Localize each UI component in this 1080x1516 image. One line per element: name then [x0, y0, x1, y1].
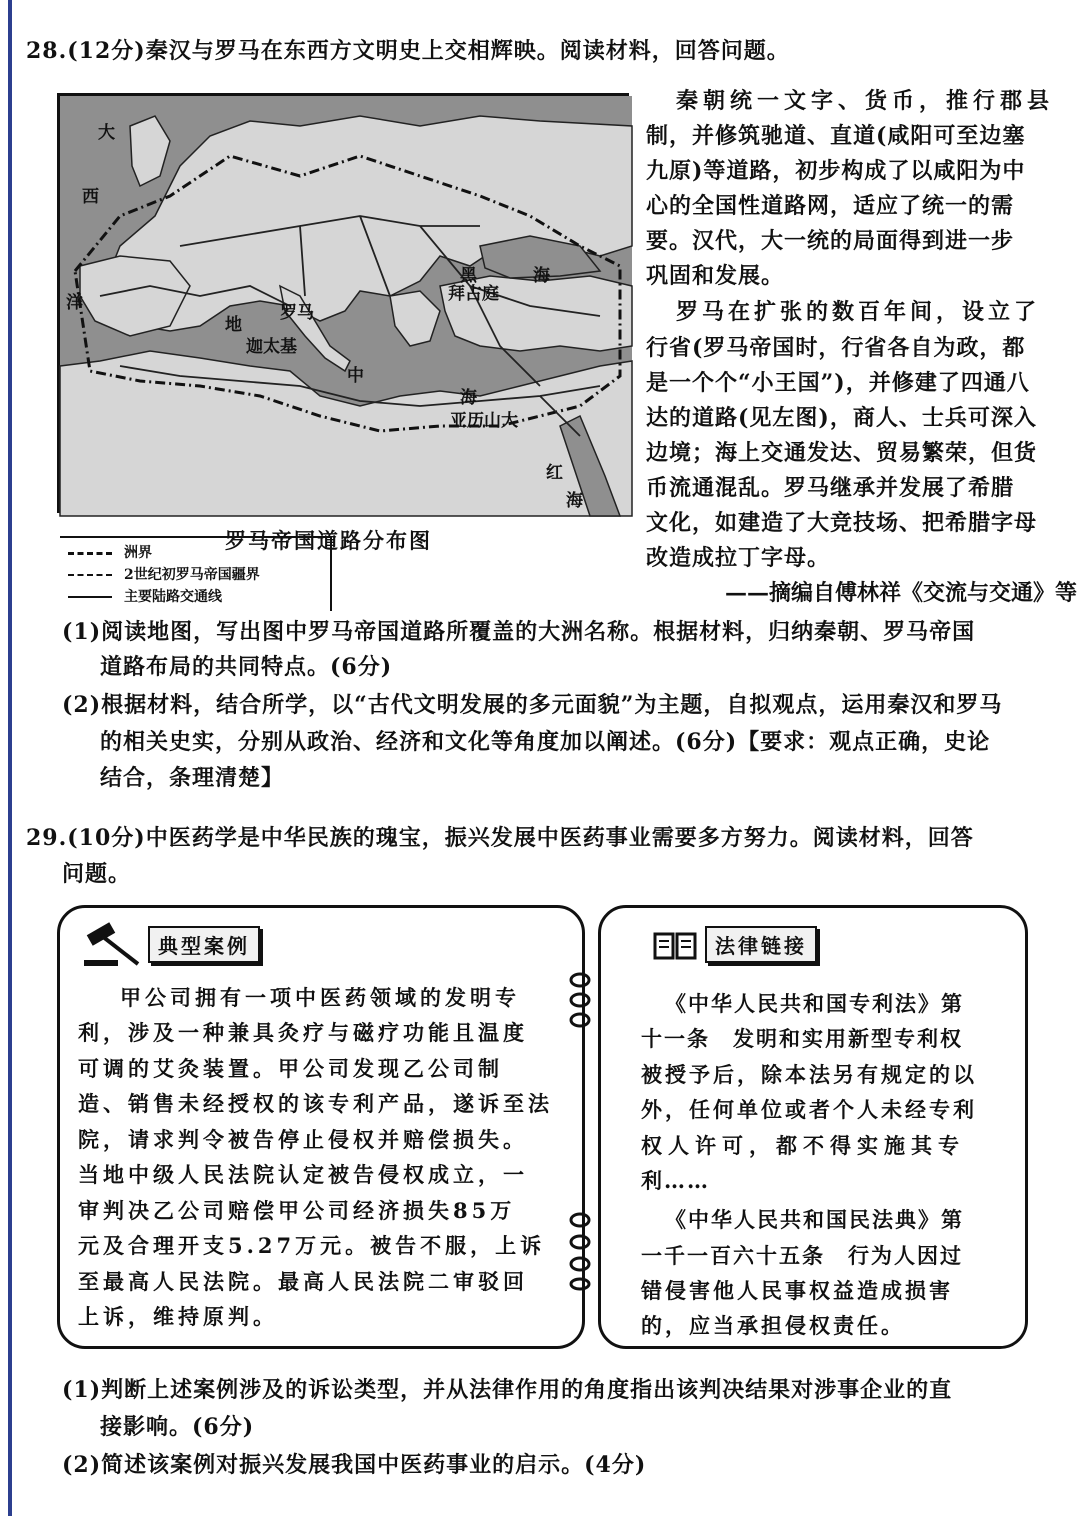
q29-sub2: (2)简述该案例对振兴发展我国中医药事业的启示。(4分) [62, 1452, 647, 1478]
law-line: 《中华人民共和国民法典》第 [665, 1207, 964, 1232]
q28-header: 28.(12分)秦汉与罗马在东西方文明史上交相辉映。阅读材料，回答问题。 [26, 38, 790, 64]
legend-row-empire-border [68, 564, 260, 584]
map-label-hai-med: 海 [460, 388, 477, 408]
material-line: 秦朝统一文字、货币，推行郡县 [676, 88, 1055, 114]
q29-header-line1: 29.(10分)中医药学是中华民族的瑰宝，振兴发展中医药事业需要多方努力。阅读材料，回答 [26, 825, 974, 851]
q29-header-line2: 问题。 [62, 861, 132, 887]
page-margin-rule [8, 0, 12, 1516]
law-line: 一千一百六十五条 行为人因过 [641, 1243, 963, 1268]
book-icon [653, 930, 697, 962]
legend-empire-line [68, 574, 112, 576]
case-line: 甲公司拥有一项中医药领域的发明专 [120, 985, 520, 1010]
material-line: 行省(罗马帝国时，行省各自为政，都 [646, 335, 1026, 361]
material-line: 达的道路(见左图)，商人、士兵可深入 [646, 405, 1037, 431]
legend-label-empire: 2世纪初罗马帝国疆界 [124, 567, 260, 583]
gavel-icon [82, 922, 142, 968]
q28-sub2-line3: 结合，条理清楚】 [100, 765, 285, 791]
map-label-hei: 黑 [460, 266, 477, 286]
case-line: 元及合理开支5.27万元。被告不服，上诉 [78, 1233, 546, 1258]
map-label-rome: 罗马 [280, 303, 314, 323]
map-label-zhong: 中 [347, 366, 364, 386]
map-label-di: 地 [225, 315, 242, 335]
map-label-byzantium: 拜占庭 [448, 284, 499, 304]
case-line: 院，请求判令被告停止侵权并赔偿损失。 [78, 1127, 528, 1152]
map-graphic [60, 96, 632, 516]
case-line: 造、销售未经授权的该专利产品，遂诉至法 [78, 1091, 553, 1116]
material-line: 文化，如建造了大竞技场、把希腊字母 [646, 510, 1038, 536]
law-line: 权人许可，都不得实施其专 [641, 1133, 965, 1158]
q29-sub1-line1: (1)判断上述案例涉及的诉讼类型，并从法律作用的角度指出该判决结果对涉事企业的直 [62, 1377, 953, 1403]
map-label-alexandria: 亚历山大 [450, 411, 518, 431]
case-line: 当地中级人民法院认定被告侵权成立，一 [78, 1162, 528, 1187]
material-line: 罗马在扩张的数百年间，设立了 [676, 299, 1041, 325]
material-line: 要。汉代，大一统的局面得到进一步 [646, 228, 1015, 254]
legend-label-continent: 洲界 [124, 545, 152, 561]
case-tag: 典型案例 [148, 926, 260, 963]
q29-sub1-line2: 接影响。(6分) [100, 1414, 255, 1440]
law-line: 利…… [641, 1168, 710, 1193]
law-line: 被授予后，除本法另有规定的以 [641, 1062, 977, 1087]
case-line: 至最高人民法院。最高人民法院二审驳回 [78, 1269, 528, 1294]
case-panel [57, 905, 585, 1349]
map-label-da: 大 [98, 123, 115, 143]
legend-continent-line [68, 552, 112, 555]
law-line: 《中华人民共和国专利法》第 [665, 991, 964, 1016]
material-line: 币流通混乱。罗马继承并发展了希腊 [646, 475, 1015, 501]
legend-row-road [68, 586, 222, 606]
material-line: 改造成拉丁字母。 [646, 545, 831, 571]
law-line: 错侵害他人民事权益造成损害 [641, 1278, 953, 1303]
case-line: 可调的艾灸装置。甲公司发现乙公司制 [78, 1056, 503, 1081]
law-panel [598, 905, 1028, 1349]
law-line: 外，任何单位或者个人未经专利 [641, 1097, 977, 1122]
law-line: 十一条 发明和实用新型专利权 [641, 1026, 963, 1051]
material-line: 是一个个“小王国”)，并修建了四通八 [646, 370, 1030, 396]
legend-label-road: 主要陆路交通线 [124, 589, 222, 605]
law-tag: 法律链接 [705, 926, 817, 963]
map-label-hong: 红 [546, 463, 563, 483]
map-label-hai-red: 海 [566, 491, 583, 511]
q28-sub2-line1: (2)根据材料，结合所学，以“古代文明发展的多元面貌”为主题，自拟观点，运用秦汉和罗马 [62, 692, 1003, 718]
material-line: 制，并修筑驰道、直道(咸阳可至边塞 [646, 123, 1026, 149]
case-line: 利，涉及一种兼具灸疗与磁疗功能且温度 [78, 1020, 528, 1045]
material-line: 九原)等道路，初步构成了以咸阳为中 [646, 158, 1026, 184]
material-source: ——摘编自傅林祥《交流与交通》等 [725, 580, 1078, 606]
material-line: 边境；海上交通发达、贸易繁荣，但货 [646, 440, 1038, 466]
law-line: 的，应当承担侵权责任。 [641, 1313, 905, 1338]
map-label-hai-black: 海 [533, 266, 550, 286]
q28-sub2-line2: 的相关史实，分别从政治、经济和文化等角度加以阐述。(6分)【要求：观点正确，史论 [100, 729, 991, 755]
map-label-xi: 西 [82, 187, 99, 207]
material-line: 巩固和发展。 [646, 263, 785, 289]
case-line: 审判决乙公司赔偿甲公司经济损失85万 [78, 1198, 516, 1223]
map-caption: 罗马帝国道路分布图 [225, 528, 432, 553]
case-line: 上诉，维持原判。 [78, 1304, 278, 1329]
q28-sub1-line2: 道路布局的共同特点。(6分) [100, 654, 393, 680]
legend-road-line [68, 596, 112, 598]
map-label-carthage: 迦太基 [246, 337, 297, 357]
map-label-yang: 洋 [66, 293, 83, 313]
q28-sub1-line1: (1)阅读地图，写出图中罗马帝国道路所覆盖的大洲名称。根据材料，归纳秦朝、罗马帝国 [62, 619, 976, 645]
material-line: 心的全国性道路网，适应了统一的需 [646, 193, 1015, 219]
legend-row-continent-border [68, 542, 152, 562]
